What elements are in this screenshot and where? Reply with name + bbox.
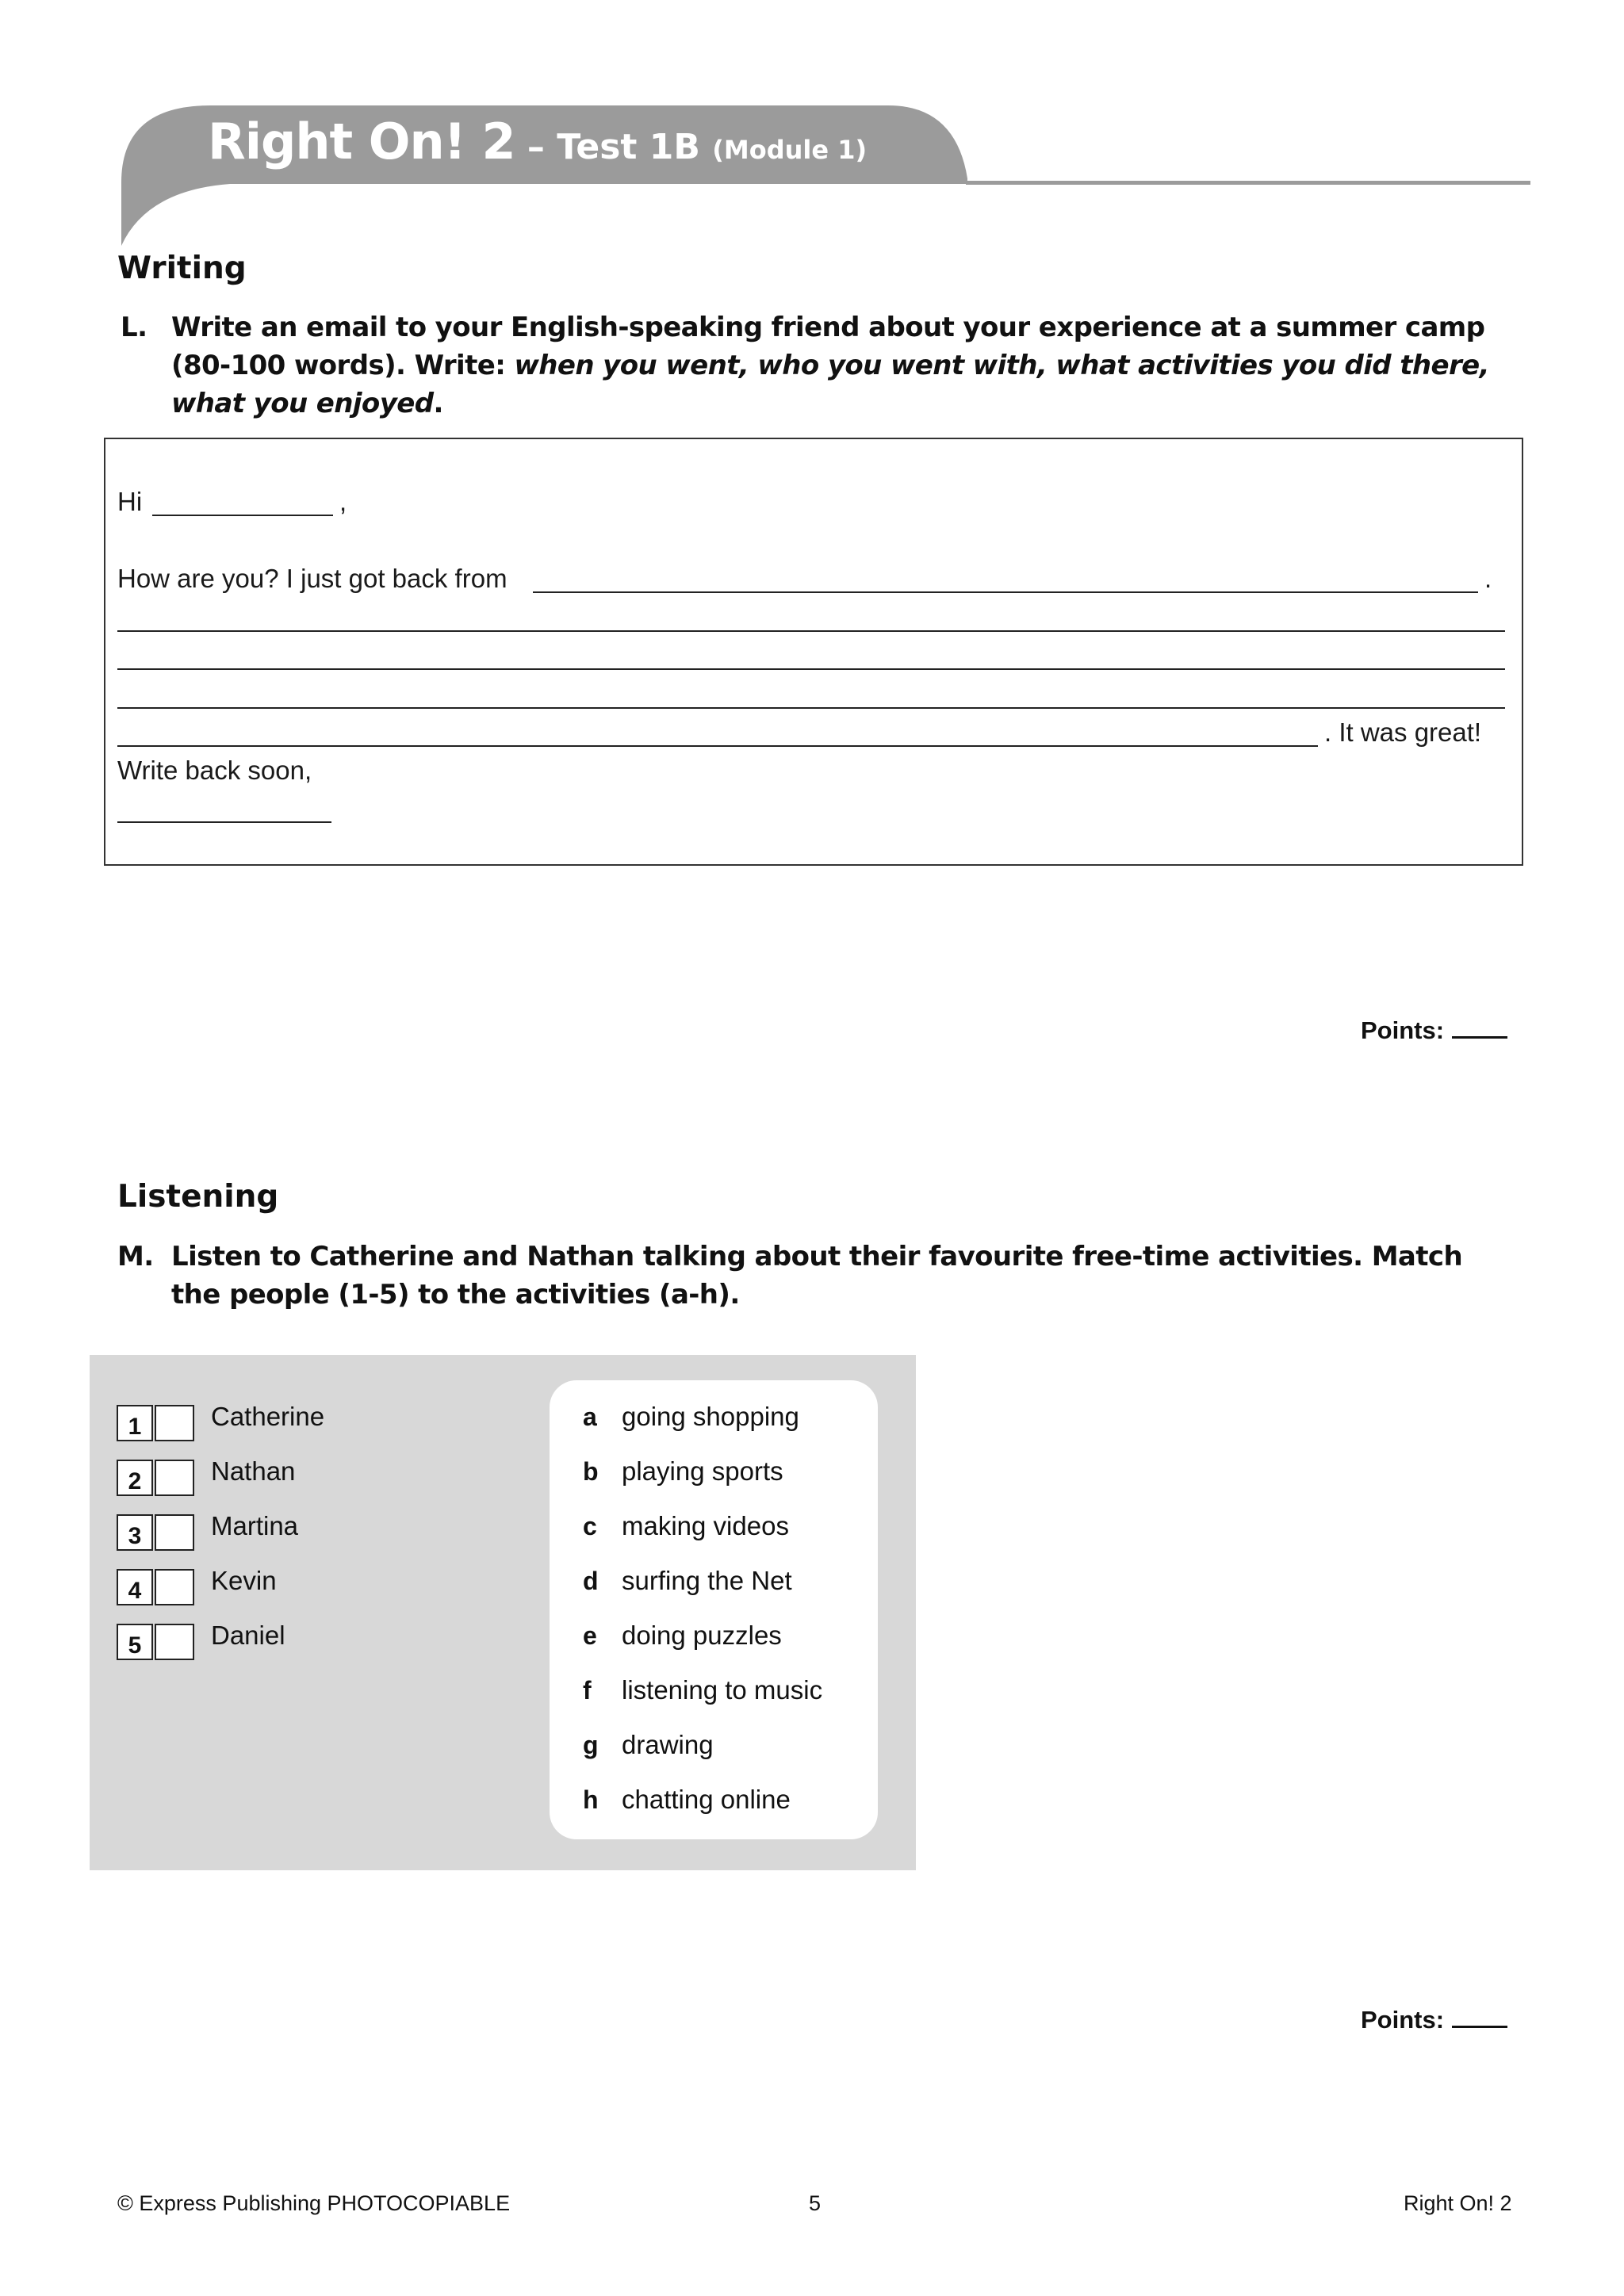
instruction-line-2: [171, 346, 1489, 385]
instruction-italic-a: when you went, who you went with, what activities you did there,: [514, 350, 1489, 381]
title-test: – Test 1B: [515, 127, 713, 167]
title-main: Right On! 2: [208, 113, 515, 170]
listening-points-blank[interactable]: [1452, 2005, 1507, 2028]
title-module: (Module 1): [712, 135, 868, 165]
activity-text: drawing: [622, 1730, 714, 1759]
activities-box: [550, 1380, 878, 1839]
email-writing-box: [104, 438, 1523, 866]
email-line-1-end: .: [1484, 564, 1492, 593]
header-rule: [966, 181, 1530, 185]
person-name: Daniel: [211, 1621, 285, 1650]
answer-box-3[interactable]: [155, 1514, 194, 1551]
person-name: Kevin: [211, 1566, 277, 1595]
person-number: 3: [117, 1514, 153, 1551]
listening-instruction-line-1: Listen to Catherine and Nathan talking about their favourite free-time activities. Match: [171, 1241, 1463, 1272]
person-number: 1: [117, 1405, 153, 1441]
answer-box-1[interactable]: [155, 1405, 194, 1441]
activity-letter: c: [583, 1512, 597, 1540]
task-letter-l: L.: [121, 312, 147, 343]
listening-section-title: Listening: [117, 1179, 279, 1215]
writing-points-blank[interactable]: [1452, 1016, 1507, 1039]
writing-points: [1361, 1016, 1507, 1045]
answer-box-4[interactable]: [155, 1569, 194, 1605]
email-line-5-end: . It was great!: [1324, 718, 1482, 747]
email-line-1-text: How are you? I just got back from: [117, 564, 508, 593]
person-number: 5: [117, 1624, 153, 1660]
activity-text: listening to music: [622, 1675, 823, 1705]
activity-letter: b: [583, 1457, 599, 1486]
person-number: 2: [117, 1460, 153, 1496]
task-letter-m: M.: [117, 1241, 154, 1272]
instruction-end: .: [433, 388, 443, 419]
footer-book-title: Right On! 2: [1404, 2191, 1512, 2215]
activity-text: surfing the Net: [622, 1566, 792, 1595]
activity-letter: e: [583, 1621, 597, 1650]
activity-letter: f: [583, 1676, 592, 1705]
activity-text: playing sports: [622, 1456, 783, 1486]
email-greeting-comma: ,: [339, 487, 347, 516]
page-number: 5: [809, 2191, 822, 2215]
writing-section-title: Writing: [117, 251, 247, 286]
page-title: [208, 113, 867, 170]
activity-letter: d: [583, 1567, 599, 1595]
listening-points: [1361, 2005, 1507, 2034]
instruction-line-3: [171, 385, 443, 423]
activity-letter: h: [583, 1785, 599, 1814]
email-line-3-blank[interactable]: [117, 668, 1505, 670]
activity-letter: a: [583, 1402, 597, 1431]
person-name: Martina: [211, 1511, 299, 1540]
activity-text: going shopping: [622, 1402, 799, 1431]
footer-copyright: © Express Publishing PHOTOCOPIABLE: [117, 2191, 511, 2215]
answer-box-5[interactable]: [155, 1624, 194, 1660]
activity-text: doing puzzles: [622, 1621, 782, 1650]
listening-points-label: Points:: [1361, 2006, 1445, 2034]
instruction-part-2: (80-100 words). Write:: [171, 350, 515, 381]
listening-instruction-line-2: the people (1-5) to the activities (a-h).: [171, 1279, 740, 1311]
instruction-italic-b: what you enjoyed: [171, 388, 434, 419]
writing-points-label: Points:: [1361, 1016, 1445, 1044]
person-name: Catherine: [211, 1402, 325, 1431]
person-number: 4: [117, 1569, 153, 1605]
signature-blank[interactable]: [117, 821, 331, 823]
friend-name-blank[interactable]: [152, 515, 333, 516]
email-line-5-blank[interactable]: [117, 745, 1318, 747]
answer-box-2[interactable]: [155, 1460, 194, 1496]
person-name: Nathan: [211, 1456, 296, 1486]
activity-letter: g: [583, 1731, 599, 1759]
email-line-2-blank[interactable]: [117, 630, 1505, 632]
email-line-4-blank[interactable]: [117, 707, 1505, 709]
email-line-1-blank[interactable]: [533, 591, 1478, 593]
activity-text: making videos: [622, 1511, 789, 1540]
instruction-line-1: Write an email to your English-speaking friend about your experience at a summer camp: [171, 312, 1485, 343]
activity-text: chatting online: [622, 1785, 791, 1814]
email-closing: Write back soon,: [117, 756, 312, 785]
email-greeting: Hi: [117, 487, 143, 516]
